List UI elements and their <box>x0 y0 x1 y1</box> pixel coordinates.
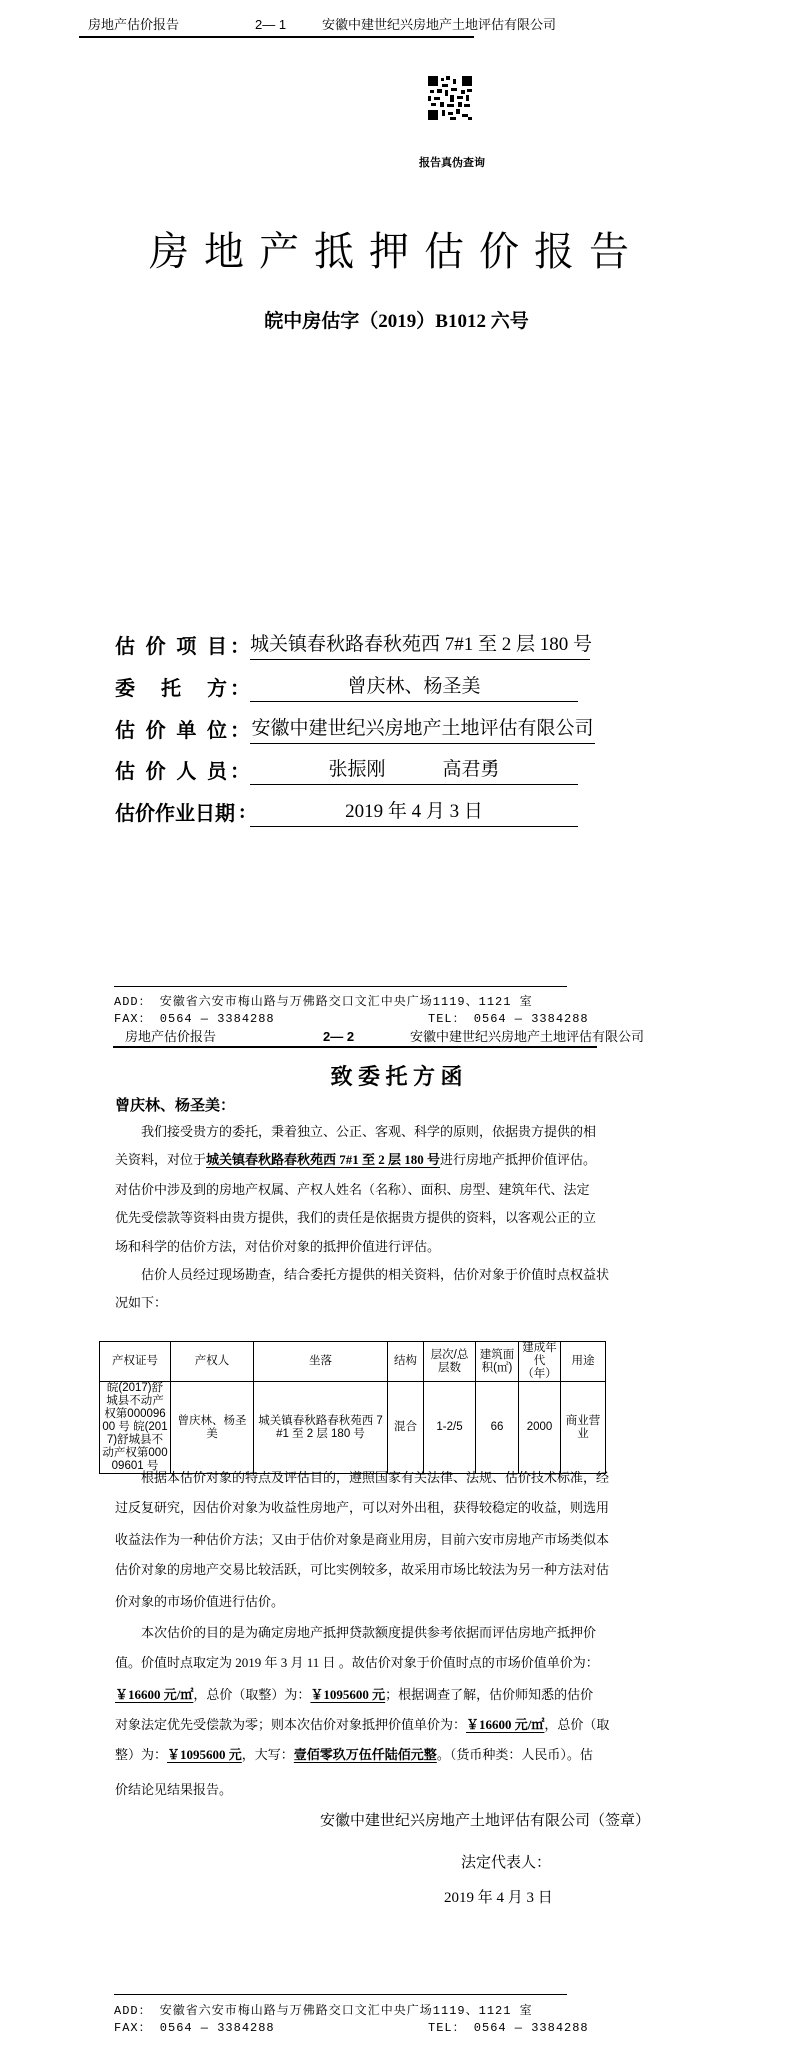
field-label-client: 委托方 <box>115 678 227 700</box>
text-segment: 况如下： <box>115 1295 168 1310</box>
letter-title: 致 委 托 方 函 <box>330 1064 463 1089</box>
cell-floors: 1-2/5 <box>424 1382 476 1474</box>
header-company: 安徽中建世纪兴房地产土地评估有限公司 <box>410 1029 645 1044</box>
field-colon: ： <box>230 636 250 658</box>
text-segment: 估价人员经过现场勘查，结合委托方提供的相关资料，估价对象于价值时点权益状 <box>141 1267 610 1282</box>
text-segment: 价对象的市场价值进行估价。 <box>115 1594 285 1609</box>
field-label-appraiser-unit: 估价单位 <box>115 720 227 742</box>
letter-line <box>115 1239 440 1255</box>
letter-line <box>115 1124 596 1140</box>
footer-tel: TEL： 0564 — 3384288 <box>428 2021 589 2035</box>
letter-line <box>115 1562 609 1578</box>
footer-fax: FAX： 0564 — 3384288 <box>114 2021 275 2035</box>
qr-code-icon[interactable] <box>428 76 472 140</box>
letter-line <box>115 1747 593 1763</box>
text-segment: ，总价（取 <box>544 1717 610 1732</box>
letter-line <box>115 1594 284 1610</box>
text-segment: 价结论见结果报告。 <box>115 1782 233 1797</box>
letter-line <box>115 1500 609 1516</box>
signature-date: 2019 年 4 月 3 日 <box>444 1890 553 1906</box>
text-segment: ；根据调查了解，估价师知悉的估价 <box>385 1687 594 1702</box>
signature-company: 安徽中建世纪兴房地产土地评估有限公司（签章） <box>320 1813 651 1829</box>
field-colon: ： <box>230 761 250 783</box>
emphasized-text: ￥1095600 元 <box>167 1747 242 1762</box>
letter-line <box>115 1295 167 1311</box>
text-segment: 进行房地产抵押价值评估。 <box>440 1152 597 1167</box>
emphasized-text: ￥1095600 元 <box>310 1687 386 1702</box>
field-label-project: 估价项目 <box>115 636 227 658</box>
letter-line <box>115 1717 609 1733</box>
footer-address: ADD： 安徽省六安市梅山路与万佛路交口文汇中央广场1119、1121 室 <box>114 995 533 1009</box>
col-owner: 产权人 <box>171 1342 254 1382</box>
letter-line <box>115 1655 599 1671</box>
text-segment: 。（货币种类：人民币）。估 <box>436 1747 593 1762</box>
table-row <box>100 1382 606 1474</box>
signature-legal-rep: 法定代表人： <box>461 1855 552 1871</box>
header-report-name: 房地产估价报告 <box>125 1029 217 1044</box>
cell-structure: 混合 <box>388 1382 424 1474</box>
table-header-row <box>100 1342 606 1382</box>
footer-rule <box>114 986 567 987</box>
col-use: 用途 <box>561 1342 606 1382</box>
letter-salutation: 曾庆林、杨圣美： <box>115 1098 236 1114</box>
text-segment: 估价对象的房地产交易比较活跃，可比实例较多，故采用市场比较法为另一种方法对估 <box>115 1562 610 1577</box>
letter-line <box>115 1210 596 1226</box>
field-label-appraisers: 估价人员 <box>115 761 227 783</box>
text-segment: 对估价中涉及到的房地产权属、产权人姓名（名称）、面积、房型、建筑年代、法定 <box>115 1182 590 1197</box>
header-rule <box>113 1046 597 1048</box>
letter-line <box>115 1687 593 1703</box>
cell-year: 2000 <box>519 1382 561 1474</box>
field-value-date: 2019 年 4 月 3 日 <box>250 800 578 827</box>
footer-fax: FAX： 0564 — 3384288 <box>114 1012 275 1026</box>
text-segment: ，总价（取整）为： <box>193 1687 311 1702</box>
letter-line <box>115 1152 596 1168</box>
col-area: 建筑面积(㎡) <box>476 1342 519 1382</box>
emphasized-text: 城关镇春秋路春秋苑西 7#1 至 2 层 180 号 <box>206 1152 441 1167</box>
field-value-client: 曾庆林、杨圣美 <box>250 675 578 702</box>
letter-line <box>115 1625 596 1641</box>
field-value-appraisers: 张振刚 高君勇 <box>250 758 578 785</box>
text-segment: 整）为： <box>115 1747 168 1762</box>
field-colon: ： <box>230 720 250 742</box>
col-cert-no: 产权证号 <box>100 1342 171 1382</box>
header-company: 安徽中建世纪兴房地产土地评估有限公司 <box>322 17 557 32</box>
text-segment: 关资料，对位于 <box>115 1152 207 1167</box>
text-segment: 收益法作为一种估价方法；又由于估价对象是商业用房，目前六安市房地产市场类似本 <box>115 1532 610 1547</box>
header-page-number: 2— 2 <box>323 1029 355 1044</box>
emphasized-text: ￥16600 元/㎡ <box>466 1717 545 1732</box>
property-table <box>99 1341 606 1474</box>
report-number: 皖中房估字（2019）B1012 六号 <box>264 311 529 332</box>
field-colon: ： <box>230 678 250 700</box>
cell-use: 商业营业 <box>561 1382 606 1474</box>
field-colon: : <box>239 801 246 823</box>
letter-line <box>115 1782 232 1798</box>
col-floors: 层次/总层数 <box>424 1342 476 1382</box>
footer-tel: TEL： 0564 — 3384288 <box>428 1012 589 1026</box>
qr-caption: 报告真伪查询 <box>419 157 485 169</box>
text-segment: 根据本估价对象的特点及评估目的，遵照国家有关法律、法规、估价技术标准，经 <box>141 1470 610 1485</box>
letter-line <box>115 1470 609 1486</box>
header-report-name: 房地产估价报告 <box>88 17 180 32</box>
field-label-date: 估价作业日期 <box>115 803 235 825</box>
text-segment: ，大写： <box>241 1747 294 1762</box>
text-segment: 过反复研究，因估价对象为收益性房地产，可以对外出租，获得较稳定的收益，则选用 <box>115 1500 610 1515</box>
cell-area: 66 <box>476 1382 519 1474</box>
field-value-appraiser-unit: 安徽中建世纪兴房地产土地评估有限公司 <box>250 717 595 744</box>
footer-rule <box>114 1994 567 1995</box>
text-segment: 本次估价的目的是为确定房地产抵押贷款额度提供参考依据而评估房地产抵押价 <box>141 1625 597 1640</box>
letter-line <box>115 1267 609 1283</box>
field-value-project: 城关镇春秋路春秋苑西 7#1 至 2 层 180 号 <box>250 633 590 660</box>
col-location: 坐落 <box>254 1342 388 1382</box>
text-segment: 我们接受贵方的委托，秉着独立、公正、客观、科学的原则，依据贵方提供的相 <box>141 1124 597 1139</box>
col-structure: 结构 <box>388 1342 424 1382</box>
cell-cert-no: 皖(2017)舒城县不动产权第00009600 号 皖(2017)舒城县不动产权第00009601 号 <box>100 1382 171 1474</box>
cell-owner: 曾庆林、杨圣美 <box>171 1382 254 1474</box>
header-page-number: 2— 1 <box>255 17 287 32</box>
cell-location: 城关镇春秋路春秋苑西 7#1 至 2 层 180 号 <box>254 1382 388 1474</box>
col-year: 建成年代（年） <box>519 1342 561 1382</box>
report-title: 房地产抵押估价报告 <box>149 229 644 274</box>
footer-address: ADD： 安徽省六安市梅山路与万佛路交口文汇中央广场1119、1121 室 <box>114 2004 533 2018</box>
text-segment: 值。价值时点取定为 2019 年 3 月 11 日 。故估价对象于价值时点的市场价值单价为： <box>115 1655 599 1670</box>
letter-line <box>115 1532 609 1548</box>
emphasized-text: ￥16600 元/㎡ <box>115 1687 194 1702</box>
text-segment: 优先受偿款等资料由贵方提供，我们的责任是依据贵方提供的资料，以客观公正的立 <box>115 1210 597 1225</box>
text-segment: 对象法定优先受偿款为零；则本次估价对象抵押价值单价为： <box>115 1717 467 1732</box>
text-segment: 场和科学的估价方法，对估价对象的抵押价值进行评估。 <box>115 1239 441 1254</box>
header-rule <box>79 36 474 38</box>
letter-line <box>115 1182 590 1198</box>
emphasized-text: 壹佰零玖万伍仟陆佰元整 <box>293 1747 437 1762</box>
